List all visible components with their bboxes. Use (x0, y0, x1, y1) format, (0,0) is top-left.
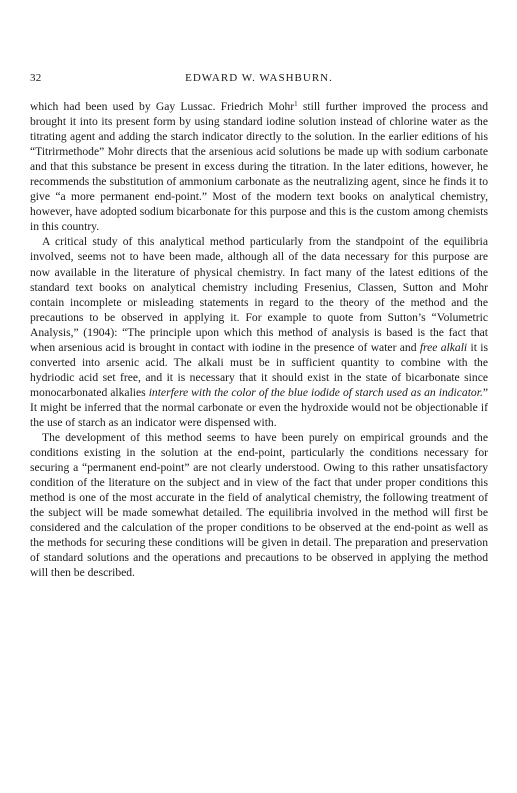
page-number: 32 (30, 72, 42, 84)
paragraph-text: The development of this method seems to have been purely on empirical grounds and the conditions existing in the solution at the end-point, particularly the conditions necessary for securing a “permanent end-point” are not clearly understood. Owing to this rather unsatisfactory condition of the literature on the subject and in view of the fact that under proper conditions this method is one of the most accurate in the field of analytical chemistry, the following treatment of the subject will be made somewhat detailed. The equilibria involved in the method will first be considered and the calculation of the proper conditions to be observed at the end-point as well as the methods for securing these conditions will be given in detail. The preparation and preservation of standard solutions and the operations and precautions to be observed in applying the method will then be described. (30, 431, 488, 580)
page-header (30, 72, 488, 88)
paragraph-2 (30, 234, 488, 430)
body-text (30, 99, 488, 581)
paragraph-text: which had been used by Gay Lussac. Friedrich Mohr (30, 100, 295, 113)
paragraph-text: it is converted into arsenic acid. The alkali must be in sufficient quantity to combine with the hydriodic acid set free, and it is necessary that it should exist in the state of bicarbonate since monocarbonated alkalies (30, 340, 488, 399)
paragraph-3 (30, 430, 488, 580)
paragraph-text: still further improved the process and brought it into its present form by using standard iodine solution instead of chlorine water as the titrating agent and adding the starch indicator directly to the solution. In the earlier editions of his “Titrirmethode” Mohr directs that the arsenious acid solutions be made up with sodium carbonate and that this substance be present in excess during the titration. In the later editions, however, he recommends the substitution of ammonium carbonate as the neutralizing agent, since he finds it to give “a more permanent end-point.” Most of the modern text books on analytical chemistry, however, have adopted sodium bicarbonate for this purpose and this is the custom among chemists in this country. (30, 100, 488, 234)
italic-phrase: free alkali (419, 340, 468, 354)
footnote-marker: 1 (294, 100, 298, 108)
running-head: EDWARD W. WASHBURN. (185, 72, 333, 84)
paragraph-text: ” It might be inferred that the normal carbonate or even the hydroxide would not be objectionable if the use of starch as an indicator were dispensed with. (30, 385, 488, 429)
paragraph-1 (30, 99, 488, 234)
paragraph-text: A critical study of this analytical method particularly from the standpoint of the equilibria involved, seems not to have been made, although all of the data necessary for this purpose are now available in the literature of physical chemistry. In fact many of the latest editions of the standard text books on analytical chemistry including Fresenius, Classen, Sutton and Mohr contain incomplete or misleading statements in regard to the theory of the method and the precautions to be observed in applying it. For example to quote from Sutton’s “Volumetric Analysis,” (1904): “The principle upon which this method of analysis is based is the fact that when arsenious acid is brought in contact with iodine in the presence of water and (30, 235, 488, 354)
italic-phrase: interfere with the color of the blue iodide of starch used as an indicator. (148, 385, 483, 399)
